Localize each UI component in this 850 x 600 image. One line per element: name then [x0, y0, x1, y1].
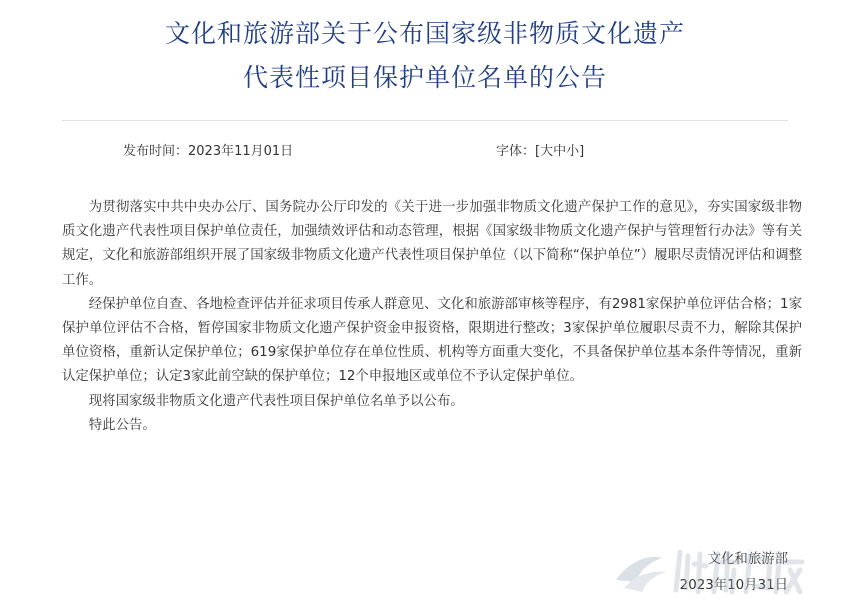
article-paragraph: 经保护单位自查、各地检查评估并征求项目传承人群意见、文化和旅游部审核等程序，有2981家保护单位评估合格；1家保护单位评估不合格，暂停国家非物质文化遗产保护资金申报资格，限期进行整改；3家保护单位履职尽责不力，解除其保护单位资格，重新认定保护单位；619家保护单位存在单位性质、机构等方面重大变化，不具备保护单位基本条件等情况，重新认定保护单位；认定3家此前空缺的保护单位；12个申报地区或单位不予认定保护单位。 — [62, 296, 802, 385]
article-body — [62, 196, 802, 438]
font-size-label: 字体：[ — [496, 144, 541, 159]
article-paragraph: 特此公告。 — [88, 417, 156, 433]
signature-org: 文化和旅游部 — [707, 552, 788, 567]
page-title-line1: 文化和旅游部关于公布国家级非物质文化遗产 — [164, 19, 685, 48]
bird-logo-icon — [616, 557, 666, 592]
publish-label: 发布时间： — [123, 144, 189, 159]
article-paragraph: 现将国家级非物质文化遗产代表性项目保护单位名单予以公布。 — [88, 393, 464, 409]
publish-info — [123, 140, 293, 159]
article-paragraph: 为贯彻落实中共中央办公厅、国务院办公厅印发的《关于进一步加强非物质文化遗产保护工作的意见》，夯实国家级非物质文化遗产代表性项目保护单位责任，加强绩效评估和动态管理，根据《国家级非物质文化遗产保护与管理暂行办法》等有关规定，文化和旅游部组织开展了国家级非物质文化遗产代表性项目保护单位（以下简称“保护单位”）履职尽责情况评估和调整工作。 — [62, 200, 802, 288]
newspaper-watermark — [610, 540, 810, 600]
title-divider — [62, 120, 788, 121]
font-size-small-link[interactable]: 小 — [566, 144, 580, 159]
font-size-close-bracket: ] — [579, 144, 585, 159]
signature-date: 2023年10月31日 — [679, 578, 788, 593]
font-size-large-link[interactable]: 大 — [540, 144, 554, 159]
watermark-text-strokes — [676, 552, 802, 592]
publish-date: 2023年11月01日 — [188, 144, 294, 159]
font-size-control — [496, 140, 584, 159]
page-title-line2: 代表性项目保护单位名单的公告 — [242, 63, 607, 92]
font-size-medium-link[interactable]: 中 — [553, 144, 567, 159]
